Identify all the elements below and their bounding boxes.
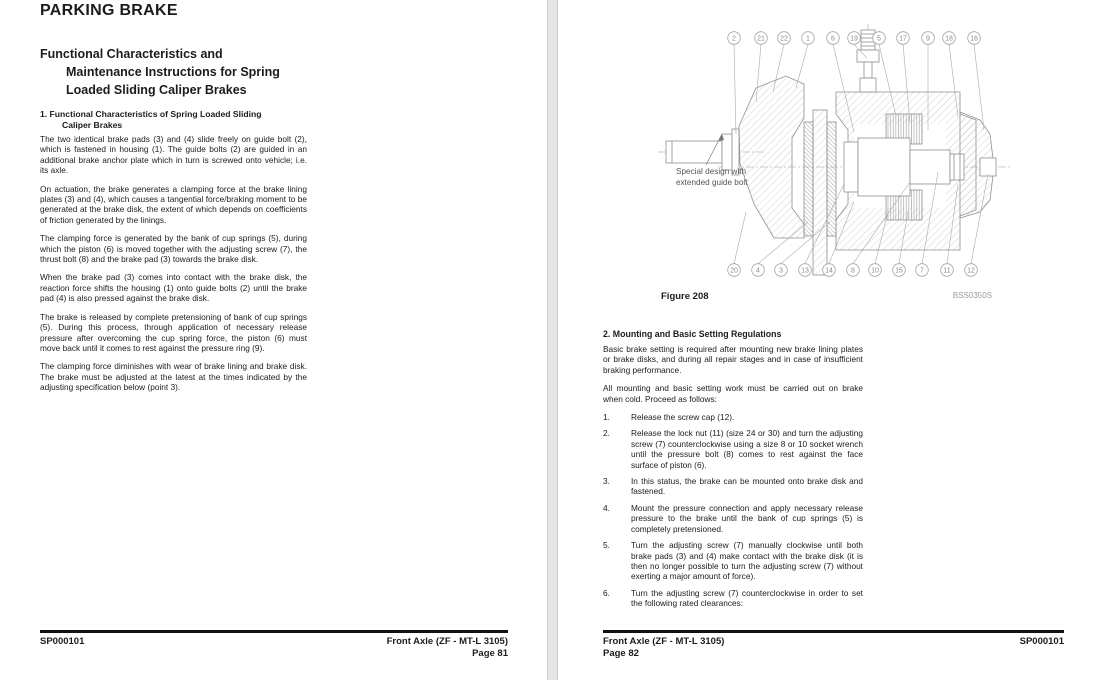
leader-line bbox=[734, 212, 746, 264]
step-text: Release the lock nut (11) (size 24 or 30) and turn the adjusting screw (7) counterclockwise using a size 8 or 10 socket wrench until the pressure bolt (8) comes to rest against the face surface of piston (6). bbox=[631, 428, 863, 470]
annotation-text: Special design with bbox=[676, 167, 747, 176]
part-callout-12 bbox=[965, 264, 978, 277]
page-82 bbox=[557, 0, 1101, 680]
paragraph: The two identical brake pads (3) and (4) slide freely on guide bolt (2), which is fastened in housing (1). The guide bolts (2) are guided in an additional brake anchor plate which in turn is screwed onto vehicle; i.e. its axle. bbox=[40, 134, 307, 176]
part-callout-19 bbox=[848, 32, 861, 45]
page-gutter bbox=[547, 0, 557, 680]
setting-steps bbox=[603, 412, 863, 609]
callout-number: 5 bbox=[877, 35, 881, 43]
callout-number: 3 bbox=[779, 267, 783, 275]
step-item bbox=[603, 412, 863, 422]
step-number: 3. bbox=[603, 476, 610, 487]
page-81 bbox=[0, 0, 548, 680]
left-page-paragraphs bbox=[40, 134, 307, 401]
leader-line bbox=[974, 44, 984, 130]
subtitle-line: Maintenance Instructions for Spring bbox=[66, 65, 280, 79]
part-callout-10 bbox=[869, 264, 882, 277]
callout-number: 11 bbox=[943, 267, 951, 275]
callout-number: 19 bbox=[850, 35, 858, 43]
right-page-paragraphs bbox=[603, 344, 863, 404]
paragraph: The clamping force is generated by the bank of cup springs (5), during which the piston (6) is moved together with the adjusting screw (7), the thrust bolt (8) and the brake pad (3) towards the brake disk. bbox=[40, 233, 307, 265]
footer-right-block bbox=[387, 636, 508, 660]
part-callout-16 bbox=[968, 32, 981, 45]
footer-rule bbox=[40, 630, 508, 633]
step-item bbox=[603, 476, 863, 497]
caliper-drawing-body bbox=[658, 24, 1010, 275]
part-callout-6 bbox=[827, 32, 840, 45]
callout-number: 9 bbox=[926, 35, 930, 43]
part-callout-14 bbox=[823, 264, 836, 277]
step-text: Release the screw cap (12). bbox=[631, 412, 735, 423]
paragraph: Basic brake setting is required after mounting new brake lining plates or brake disks, and during all repair stages and in case of insufficient braking performance. bbox=[603, 344, 863, 375]
step-text: In this status, the brake can be mounted onto brake disk and fastened. bbox=[631, 476, 863, 497]
step-number: 5. bbox=[603, 540, 610, 551]
chapter-title: PARKING BRAKE bbox=[40, 2, 178, 19]
footer-left-block bbox=[603, 636, 724, 660]
part-callout-17 bbox=[897, 32, 910, 45]
heading-line: 1. Functional Characteristics of Spring Loaded Sliding bbox=[40, 109, 262, 119]
part-callout-1 bbox=[802, 32, 815, 45]
footer-rule bbox=[603, 630, 1064, 633]
callout-number: 8 bbox=[851, 267, 855, 275]
section1-heading bbox=[40, 109, 262, 130]
figure-208 bbox=[658, 22, 1018, 307]
step-item bbox=[603, 503, 863, 534]
callout-number: 16 bbox=[970, 35, 978, 43]
footer-title: Front Axle (ZF - MT-L 3105) bbox=[603, 636, 725, 647]
callout-number: 18 bbox=[945, 35, 953, 43]
footer-doc-code: SP000101 bbox=[40, 636, 85, 647]
step-item bbox=[603, 428, 863, 470]
paragraph: The brake is released by complete pretensioning of bank of cup springs (5). During this process, through application of necessary release pressure after overcoming the cup spring force, the piston (6) must move back until it comes to rest against the pressure ring (9). bbox=[40, 311, 307, 353]
step-item bbox=[603, 540, 863, 582]
figure-caption: Figure 208 bbox=[661, 291, 709, 302]
footer-page-number: Page 82 bbox=[603, 648, 639, 659]
part-callout-2 bbox=[728, 32, 741, 45]
paragraph: All mounting and basic setting work must be carried out on brake when cold. Proceed as follows: bbox=[603, 383, 863, 404]
section2-heading: 2. Mounting and Basic Setting Regulations bbox=[603, 329, 782, 339]
callout-number: 14 bbox=[825, 267, 833, 275]
part-callout-8 bbox=[847, 264, 860, 277]
figure-image-code: BSS0350S bbox=[952, 291, 992, 300]
callout-number: 1 bbox=[806, 35, 810, 43]
callout-number: 7 bbox=[920, 267, 924, 275]
part-callout-15 bbox=[893, 264, 906, 277]
step-item bbox=[603, 588, 863, 609]
part-callout-3 bbox=[775, 264, 788, 277]
paragraph: On actuation, the brake generates a clamping force at the brake lining plates (3) and (4), which causes a tangential force/braking moment to be generated at the brake disk, the extent of which depends on coefficients of friction generated by the linings. bbox=[40, 183, 307, 225]
annotation-text: extended guide bolt bbox=[676, 178, 748, 187]
step-number: 4. bbox=[603, 502, 610, 513]
step-number: 1. bbox=[603, 412, 610, 423]
paragraph: When the brake pad (3) comes into contact with the brake disk, the reaction force shifts the housing (1) onto guide bolts (2) until the brake pad (4) is also pressed against the brake disk. bbox=[40, 272, 307, 304]
footer-doc-code: SP000101 bbox=[1019, 636, 1064, 647]
callout-number: 15 bbox=[895, 267, 903, 275]
heading-line: Caliper Brakes bbox=[62, 119, 123, 130]
footer-page-number: Page 81 bbox=[472, 648, 508, 659]
step-text: Turn the adjusting screw (7) counterclockwise in order to set the following rated clearances: bbox=[631, 587, 863, 609]
brake-assembly-cross-section-drawing bbox=[658, 22, 1018, 307]
part-callout-7 bbox=[916, 264, 929, 277]
callout-number: 17 bbox=[899, 35, 907, 43]
step-number: 6. bbox=[603, 587, 610, 598]
subtitle-line: Loaded Sliding Caliper Brakes bbox=[66, 83, 247, 97]
leader-line bbox=[734, 44, 736, 134]
part-callout-5 bbox=[873, 32, 886, 45]
footer-title: Front Axle (ZF - MT-L 3105) bbox=[386, 636, 508, 647]
callout-number: 10 bbox=[871, 267, 879, 275]
callout-number: 4 bbox=[756, 267, 760, 275]
part-callout-11 bbox=[941, 264, 954, 277]
part-callout-9 bbox=[922, 32, 935, 45]
part-callout-4 bbox=[752, 264, 765, 277]
leader-line bbox=[796, 44, 808, 88]
callout-number: 22 bbox=[780, 35, 788, 43]
part-callout-20 bbox=[728, 264, 741, 277]
callout-number: 13 bbox=[801, 267, 809, 275]
part-callout-21 bbox=[755, 32, 768, 45]
callout-number: 21 bbox=[757, 35, 765, 43]
callout-number: 2 bbox=[732, 35, 736, 43]
callout-number: 6 bbox=[831, 35, 835, 43]
section-subtitle bbox=[40, 45, 280, 99]
callout-number: 20 bbox=[730, 267, 738, 275]
part-callout-22 bbox=[778, 32, 791, 45]
paragraph: The clamping force diminishes with wear of brake lining and brake disk. The brake must be adjusted at the latest at the times indicated by the adjusting specification below (point 3). bbox=[40, 361, 307, 393]
subtitle-line: Functional Characteristics and bbox=[40, 47, 223, 61]
right-page-text-column bbox=[603, 344, 863, 615]
step-number: 2. bbox=[603, 428, 610, 439]
step-text: Mount the pressure connection and apply necessary release pressure to the brake until the bank of cup springs (5) is completely pretensioned. bbox=[631, 502, 863, 534]
callout-number: 12 bbox=[967, 267, 975, 275]
part-callout-18 bbox=[943, 32, 956, 45]
step-text: Turn the adjusting screw (7) manually clockwise until both brake pads (3) and (4) make contact with the brake disk (it is then no longer possible to turn the adjusting screw (7) without exerting a major amount of force). bbox=[631, 540, 863, 582]
part-callout-13 bbox=[799, 264, 812, 277]
